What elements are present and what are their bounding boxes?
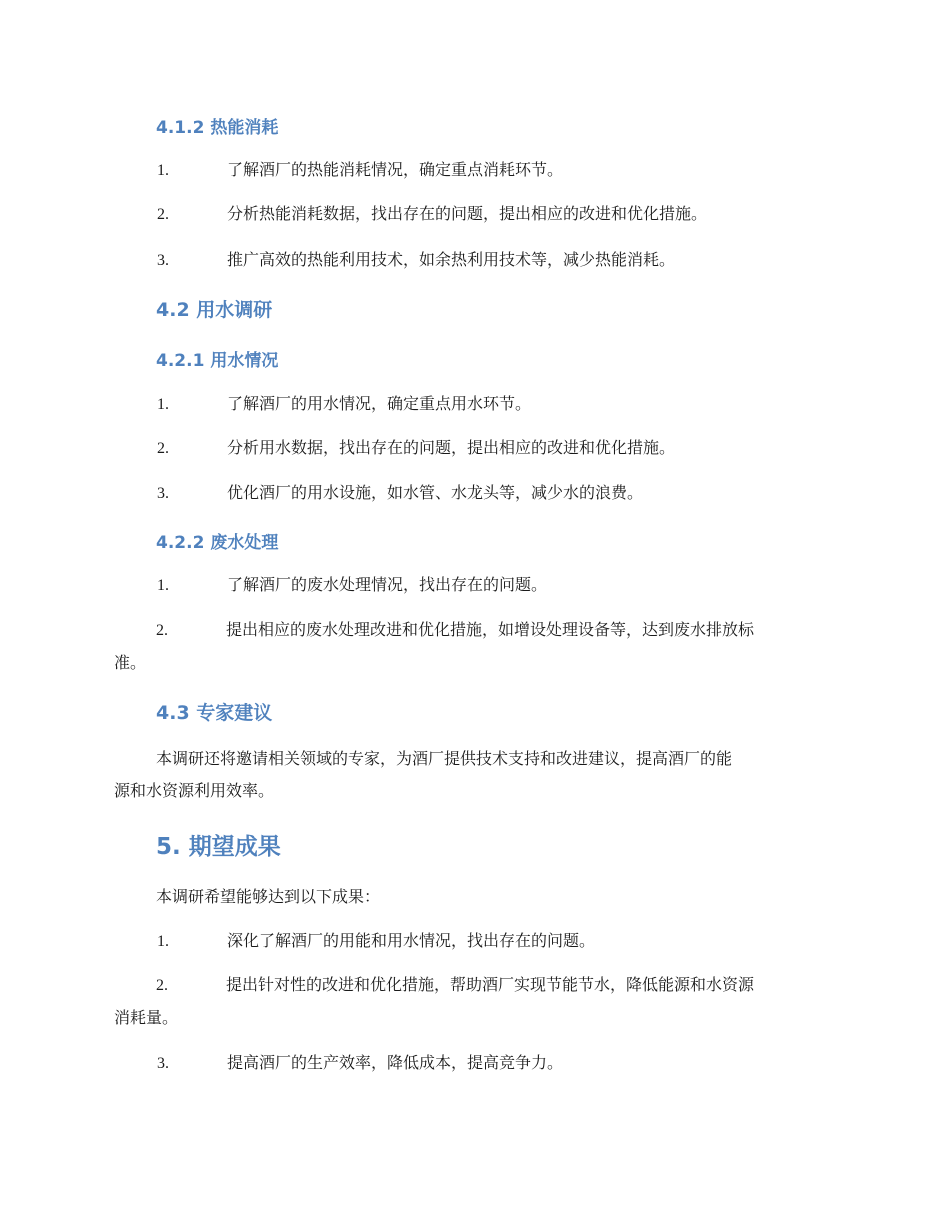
list-text: 了解酒厂的用水情况，确定重点用水环节。 xyxy=(227,394,532,413)
list-number: 3. xyxy=(157,1055,169,1072)
heading-4-2-2: 4.2.2 废水处理 xyxy=(156,533,279,553)
list-text-continued: 准。 xyxy=(114,653,147,672)
list-text: 提高酒厂的生产效率，降低成本，提高竞争力。 xyxy=(227,1053,564,1072)
list-item xyxy=(114,614,841,679)
list-number: 2. xyxy=(157,206,169,223)
list-text-continued: 消耗量。 xyxy=(114,1008,179,1027)
list-item xyxy=(156,1047,841,1080)
paragraph-text-continued: 源和水资源利用效率。 xyxy=(114,781,275,800)
heading-4-1-2: 4.1.2 热能消耗 xyxy=(156,118,279,138)
list-number: 2. xyxy=(156,977,168,994)
list-item xyxy=(156,198,841,231)
list-number: 3. xyxy=(157,485,169,502)
list-item xyxy=(156,569,841,602)
list-text: 分析用水数据，找出存在的问题，提出相应的改进和优化措施。 xyxy=(227,438,676,457)
list-number: 2. xyxy=(156,622,168,639)
list-number: 1. xyxy=(157,162,169,179)
list-text: 了解酒厂的热能消耗情况，确定重点消耗环节。 xyxy=(227,160,564,179)
heading-4-2-1: 4.2.1 用水情况 xyxy=(156,351,279,371)
list-text: 分析热能消耗数据，找出存在的问题，提出相应的改进和优化措施。 xyxy=(227,204,708,223)
heading-4-3: 4.3 专家建议 xyxy=(156,702,273,724)
list-number: 1. xyxy=(157,577,169,594)
paragraph-4-3 xyxy=(114,743,841,807)
list-item xyxy=(156,154,841,187)
list-item xyxy=(156,477,841,510)
list-text: 推广高效的热能利用技术，如余热利用技术等，减少热能消耗。 xyxy=(227,250,676,269)
list-number: 1. xyxy=(157,933,169,950)
paragraph-text: 本调研还将邀请相关领域的专家，为酒厂提供技术支持和改进建议，提高酒厂的能 xyxy=(156,749,733,768)
list-item xyxy=(156,388,841,421)
list-item xyxy=(156,925,841,958)
list-text: 提出相应的废水处理改进和优化措施，如增设处理设备等，达到废水排放标 xyxy=(226,620,755,639)
list-number: 1. xyxy=(157,396,169,413)
list-number: 2. xyxy=(157,440,169,457)
paragraph-intro: 本调研希望能够达到以下成果： xyxy=(156,887,381,906)
list-text: 深化了解酒厂的用能和用水情况，找出存在的问题。 xyxy=(227,931,596,950)
list-item xyxy=(156,244,841,277)
heading-5: 5. 期望成果 xyxy=(156,834,281,860)
list-text: 优化酒厂的用水设施，如水管、水龙头等，减少水的浪费。 xyxy=(227,483,644,502)
heading-4-2: 4.2 用水调研 xyxy=(156,299,273,321)
list-number: 3. xyxy=(157,252,169,269)
list-text: 了解酒厂的废水处理情况，找出存在的问题。 xyxy=(227,575,548,594)
list-text: 提出针对性的改进和优化措施，帮助酒厂实现节能节水，降低能源和水资源 xyxy=(226,975,755,994)
list-item xyxy=(156,432,841,465)
list-item xyxy=(114,969,841,1034)
